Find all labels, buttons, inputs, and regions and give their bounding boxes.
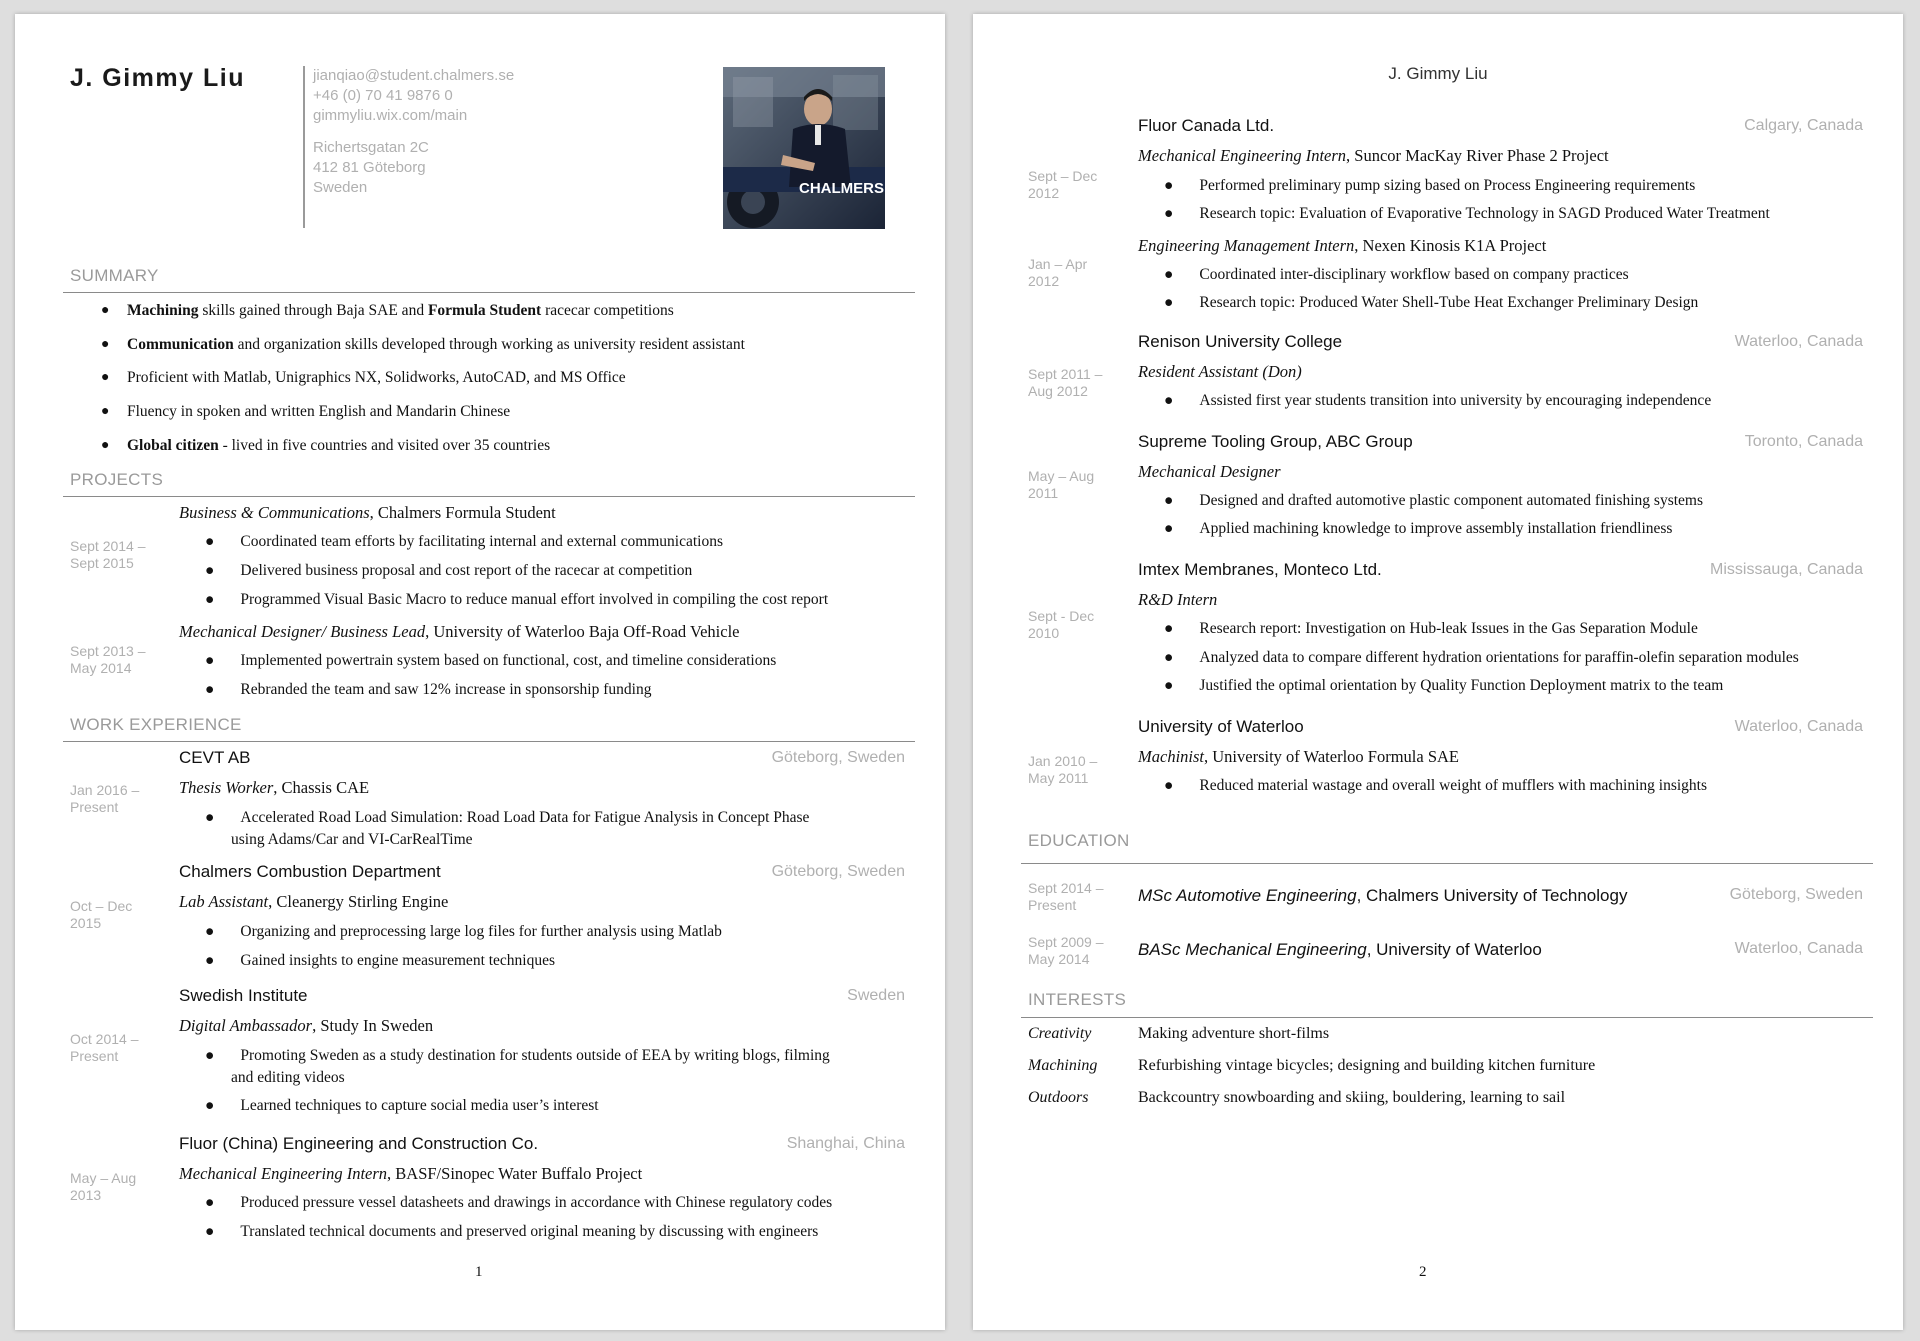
project-role: Business & Communications, Chalmers Formula Student: [179, 503, 556, 522]
work-date: May – Aug 2013: [70, 1170, 137, 1203]
contact-block: [303, 66, 514, 228]
project-bullet: ● Rebranded the team and saw 12% increase in sponsorship funding: [205, 681, 652, 698]
work-bullet: ● Organizing and preprocessing large log files for further analysis using Matlab: [205, 923, 722, 940]
photo-caption: CHALMERS: [799, 180, 884, 197]
summary-bold: Formula Student: [427, 302, 542, 319]
project-date: Sept 2014 – Sept 2015: [70, 538, 146, 571]
project-bullet: ● Programmed Visual Basic Macro to reduce manual effort involved in compiling the cost report: [205, 591, 829, 608]
work-bullet: ● Coordinated inter-disciplinary workflow based on company practices: [1164, 266, 1629, 283]
work-bullet: ● Produced pressure vessel datasheets and drawings in accordance with Chinese regulatory codes: [205, 1194, 833, 1211]
work-role: R&D Intern: [1138, 590, 1218, 609]
resume-page-1: J. Gimmy Liu jianqiao@student.chalmers.se +46 (0) 70 41 9876 0 gimmyliu.wix.com/main Richertsgatan 2C 412 81 Göteborg Sweden CHALMERS SUMMARY ● Machining skills gained through Baja SAE and Formula Student racecar competitions ● Communication and organization skills developed through working as university resident assistant ● Proficient with Matlab, Unigraphics NX, Solidworks, AutoCAD, and MS Office ● Fluency in spoken and written English and Mandarin Chinese ● Global citizen - lived in five countries and visited over 35 countries PROJECTS Sept 2014 – Sept 2015 Business & Communications, Chalmers Formula Student ● Coordinated team efforts by facilitating internal and external communications ● Delivered business proposal and cost report of the racecar at competition ● Programmed Visual Basic Macro to reduce manual effort involved in compiling the cost report Sept 2013 – May 2014 Mechanical Designer/ Business Lead, University of Waterloo Baja Off-Road Vehicle ● Implemented powertrain system based on functional, cost, and timeline considerations ● Rebranded the team and saw 12% increase in sponsorship funding WORK EXPERIENCE CEVT AB Göteborg, Sweden Jan 2016 – Present Thesis Worker, Chassis CAE ● Accelerated Road Load Simulation: Road Load Data for Fatigue Analysis in Concept Phase using Adams/Car and VI-CarRealTime Chalmers Combustion Department Göteborg, Sweden Oct – Dec 2015 Lab Assistant, Cleanergy Stirling Engine ● Organizing and preprocessing large log files for further analysis using Matlab ● Gained insights to engine measurement techniques Swedish Institute Sweden Oct 2014 – Present Digital Ambassador, Study In Sweden ● Promoting Sweden as a study destination for students outside of EEA by writing blogs, filming and editing videos ● Learned techniques to capture social media user’s interest Fluor (China) Engineering and Construction Co. Shanghai, China May – Aug 2013 Mechanical Engineering Intern, BASF/Sinopec Water Buffalo Project ● Produced pressure vessel datasheets and drawings in accordance with Chinese regulatory codes ● Translated technical documents and preserved original meaning by discussing with engineers 1: [15, 14, 945, 1330]
work-bullet: ● Learned techniques to capture social media user’s interest: [205, 1097, 599, 1114]
work-bullet: ● Research topic: Evaluation of Evaporative Technology in SAGD Produced Water Treatment: [1164, 205, 1770, 222]
section-divider: [1021, 1017, 1873, 1018]
work-bullet: ● Translated technical documents and preserved original meaning by discussing with engineers: [205, 1223, 819, 1240]
work-bullet: ● Applied machining knowledge to improve assembly installation friendliness: [1164, 520, 1673, 537]
interest-text: Backcountry snowboarding and skiing, bouldering, learning to sail: [1138, 1089, 1566, 1106]
page-header-name: J. Gimmy Liu: [1388, 64, 1488, 83]
education-location: Waterloo, Canada: [1734, 940, 1863, 957]
work-role: Lab Assistant, Cleanergy Stirling Engine: [179, 892, 449, 911]
work-role: Mechanical Designer: [1138, 462, 1281, 481]
interest-text: Making adventure short-films: [1138, 1025, 1330, 1042]
work-org: Fluor Canada Ltd.: [1138, 116, 1275, 135]
address-city: 412 81 Göteborg: [313, 159, 426, 176]
project-bullet: ● Implemented powertrain system based on functional, cost, and timeline considerations: [205, 652, 777, 669]
interest-label: Outdoors: [1028, 1089, 1089, 1106]
summary-bold: Communication: [127, 336, 234, 353]
work-date: Oct – Dec 2015: [70, 898, 133, 931]
work-location: Shanghai, China: [786, 1135, 905, 1152]
project-bullet: ● Delivered business proposal and cost report of the racecar at competition: [205, 562, 693, 579]
education-location: Göteborg, Sweden: [1729, 886, 1863, 903]
work-date: Jan 2010 – May 2011: [1028, 753, 1098, 786]
work-date: Jan – Apr 2012: [1028, 256, 1088, 289]
section-divider: [63, 496, 915, 497]
work-role: Mechanical Engineering Intern, BASF/Sinopec Water Buffalo Project: [179, 1164, 643, 1183]
section-divider: [63, 292, 915, 293]
work-location: Waterloo, Canada: [1734, 333, 1863, 350]
summary-bold: Machining: [127, 302, 199, 319]
project-date: Sept 2013 – May 2014: [70, 643, 146, 676]
work-bullet: ● Reduced material wastage and overall weight of mufflers with machining insights: [1164, 777, 1708, 794]
work-date: Jan 2016 – Present: [70, 782, 140, 815]
page-number: 1: [475, 1264, 483, 1280]
summary-bold: Global citizen: [127, 437, 219, 454]
resume-page-2: [973, 14, 1903, 1330]
section-divider: [1021, 863, 1873, 864]
work-org: Chalmers Combustion Department: [179, 862, 441, 881]
work-role: Mechanical Engineering Intern, Suncor MacKay River Phase 2 Project: [1138, 146, 1609, 165]
work-location: Mississauga, Canada: [1710, 561, 1863, 578]
resume-name: J. Gimmy Liu: [70, 64, 245, 92]
work-role: Machinist, University of Waterloo Formula SAE: [1138, 747, 1460, 766]
summary-text: Fluency in spoken and written English and Mandarin Chinese: [127, 403, 511, 420]
education-date: Sept 2014 – Present: [1028, 880, 1104, 913]
work-org: Renison University College: [1138, 332, 1343, 351]
work-bullet: ● Performed preliminary pump sizing based on Process Engineering requirements: [1164, 177, 1696, 194]
section-title-summary: SUMMARY: [70, 266, 159, 285]
summary-text: racecar competitions: [541, 302, 674, 319]
summary-text: Proficient with Matlab, Unigraphics NX, Solidworks, AutoCAD, and MS Office: [127, 369, 626, 386]
work-org: Fluor (China) Engineering and Construction Co.: [179, 1134, 539, 1153]
work-bullet: ● Accelerated Road Load Simulation: Road Load Data for Fatigue Analysis in Concept Phase: [205, 809, 810, 826]
work-location: Sweden: [847, 987, 905, 1004]
work-bullet: ● Designed and drafted automotive plastic component automated finishing systems: [1164, 492, 1704, 509]
work-org: University of Waterloo: [1138, 717, 1304, 736]
work-location: Göteborg, Sweden: [771, 863, 905, 880]
work-date: Oct 2014 – Present: [70, 1031, 139, 1064]
work-date: Sept – Dec 2012: [1028, 168, 1098, 201]
work-bullet: ● Assisted first year students transition into university by encouraging independence: [1164, 392, 1712, 409]
contact-phone: +46 (0) 70 41 9876 0: [313, 87, 453, 104]
profile-photo: [723, 67, 885, 229]
work-location: Waterloo, Canada: [1734, 718, 1863, 735]
work-org: Supreme Tooling Group, ABC Group: [1138, 432, 1413, 451]
work-bullet: ● Research topic: Produced Water Shell-Tube Heat Exchanger Preliminary Design: [1164, 294, 1699, 311]
work-org: Swedish Institute: [179, 986, 308, 1005]
address-country: Sweden: [313, 179, 368, 196]
contact-email: jianqiao@student.chalmers.se: [313, 67, 515, 84]
work-org: CEVT AB: [179, 748, 251, 767]
work-location: Toronto, Canada: [1744, 433, 1863, 450]
work-role: Thesis Worker, Chassis CAE: [179, 778, 370, 797]
work-role: Resident Assistant (Don): [1138, 362, 1302, 381]
work-date: Sept - Dec 2010: [1028, 608, 1095, 641]
summary-text: skills gained through Baja SAE and: [198, 302, 428, 319]
project-bullet: ● Coordinated team efforts by facilitating internal and external communications: [205, 533, 724, 550]
work-role: Digital Ambassador, Study In Sweden: [179, 1016, 434, 1035]
education-date: Sept 2009 – May 2014: [1028, 934, 1104, 967]
work-bullet: ● Research report: Investigation on Hub-leak Issues in the Gas Separation Module: [1164, 620, 1698, 637]
work-date: Sept 2011 – Aug 2012: [1028, 366, 1103, 399]
section-title-interests: INTERESTS: [1028, 990, 1127, 1009]
section-title-education: EDUCATION: [1028, 831, 1130, 850]
address-street: Richertsgatan 2C: [313, 139, 429, 156]
section-divider: [63, 741, 915, 742]
work-org: Imtex Membranes, Monteco Ltd.: [1138, 560, 1382, 579]
work-location: Göteborg, Sweden: [771, 749, 905, 766]
work-location: Calgary, Canada: [1744, 117, 1863, 134]
education-degree: MSc Automotive Engineering, Chalmers University of Technology: [1138, 886, 1628, 905]
interest-text: Refurbishing vintage bicycles; designing and building kitchen furniture: [1138, 1057, 1596, 1074]
work-role: Engineering Management Intern, Nexen Kinosis K1A Project: [1138, 236, 1547, 255]
interest-label: Creativity: [1028, 1025, 1092, 1042]
section-title-work-experience: WORK EXPERIENCE: [70, 715, 242, 734]
work-bullet: ● Justified the optimal orientation by Quality Function Deployment matrix to the team: [1164, 677, 1724, 694]
summary-text: and organization skills developed through working as university resident assistant: [233, 336, 745, 353]
interest-label: Machining: [1028, 1057, 1098, 1074]
project-role: Mechanical Designer/ Business Lead, University of Waterloo Baja Off-Road Vehicle: [179, 622, 740, 641]
summary-text: - lived in five countries and visited over 35 countries: [218, 437, 551, 454]
work-bullet: ● Promoting Sweden as a study destination for students outside of EEA by writing blogs, filming: [205, 1047, 830, 1064]
education-degree: BASc Mechanical Engineering, University of Waterloo: [1138, 940, 1542, 959]
work-bullet-continued: using Adams/Car and VI-CarRealTime: [231, 831, 473, 848]
contact-website: gimmyliu.wix.com/main: [313, 107, 468, 124]
work-bullet-continued: and editing videos: [231, 1069, 345, 1086]
work-date: May – Aug 2011: [1028, 468, 1095, 501]
page-number: 2: [1419, 1264, 1427, 1280]
profile-photo-image: [723, 67, 885, 229]
work-bullet: ● Gained insights to engine measurement techniques: [205, 952, 556, 969]
section-title-projects: PROJECTS: [70, 470, 164, 489]
work-bullet: ● Analyzed data to compare different hydration orientations for paraffin-olefin separation modules: [1164, 649, 1799, 666]
